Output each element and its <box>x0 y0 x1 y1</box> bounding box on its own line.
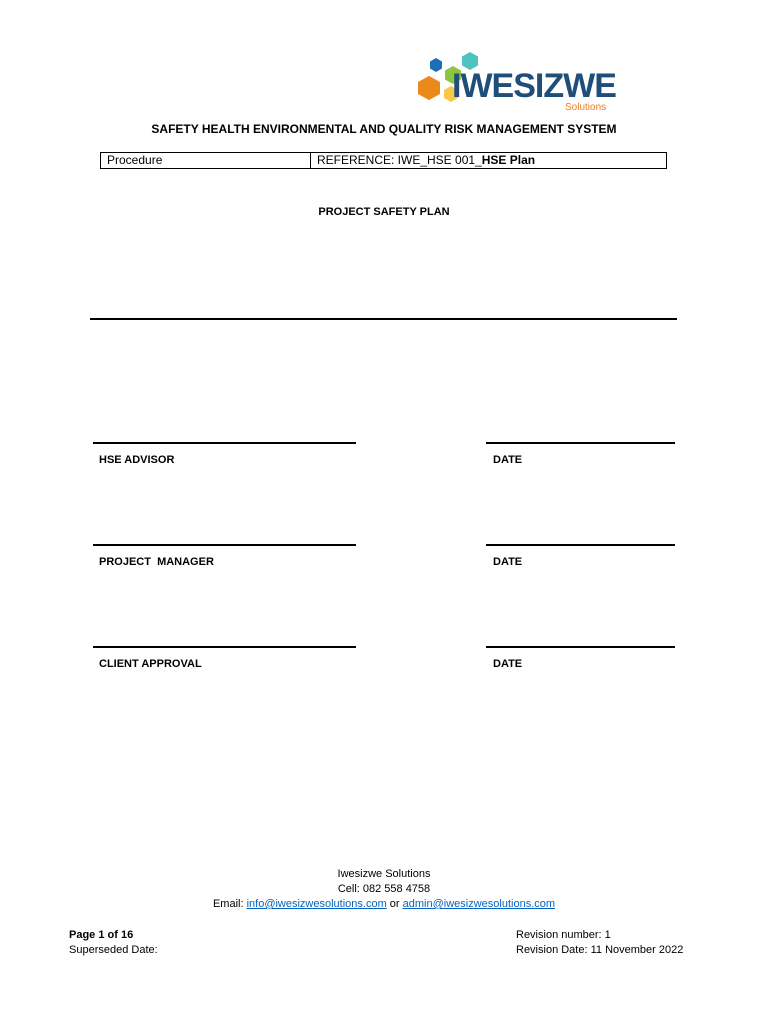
logo-wordmark: IWESIZWE <box>452 67 616 105</box>
superseded-date: Superseded Date: <box>69 944 158 956</box>
footer-email-separator: or <box>386 898 403 910</box>
reference-prefix: REFERENCE: IWE_HSE 001_ <box>317 153 482 167</box>
hse-advisor-label: HSE ADVISOR <box>99 454 175 466</box>
hse-advisor-date-line <box>486 442 675 444</box>
client-approval-date-label: DATE <box>493 658 523 670</box>
logo-hex-orange-dark <box>418 76 440 100</box>
logo-hex-blue <box>430 58 442 72</box>
reference-cell-code <box>311 153 666 168</box>
footer-email-line <box>0 897 768 912</box>
reference-plan-name: HSE Plan <box>481 153 536 167</box>
client-approval-date-line <box>486 646 675 648</box>
client-approval-signature-line <box>93 646 356 648</box>
client-approval-label: CLIENT APPROVAL <box>99 658 202 670</box>
hse-advisor-date-label: DATE <box>493 454 523 466</box>
project-manager-date-label: DATE <box>493 556 523 568</box>
revision-number: Revision number: 1 <box>516 929 611 941</box>
project-manager-signature-line <box>93 544 356 546</box>
hse-advisor-signature-line <box>93 442 356 444</box>
logo-subtitle: Solutions <box>565 102 607 113</box>
reference-table <box>100 152 667 169</box>
page-number: Page 1 of 16 <box>69 929 134 941</box>
footer-email-admin-link[interactable]: admin@iwesizwesolutions.com <box>402 898 556 910</box>
system-title: SAFETY HEALTH ENVIRONMENTAL AND QUALITY RISK MANAGEMENT SYSTEM <box>151 122 617 136</box>
document-title: PROJECT SAFETY PLAN <box>318 206 450 218</box>
project-manager-label: PROJECT MANAGER <box>99 556 214 568</box>
footer-company: Iwesizwe Solutions <box>337 868 431 880</box>
footer-email-info-link[interactable]: info@iwesizwesolutions.com <box>246 898 387 910</box>
footer-email-label: Email: <box>212 898 247 910</box>
title-divider <box>90 318 677 320</box>
project-manager-date-line <box>486 544 675 546</box>
footer-cell: Cell: 082 558 4758 <box>337 883 431 895</box>
revision-date: Revision Date: 11 November 2022 <box>516 944 684 956</box>
reference-cell-procedure: Procedure <box>101 153 311 168</box>
